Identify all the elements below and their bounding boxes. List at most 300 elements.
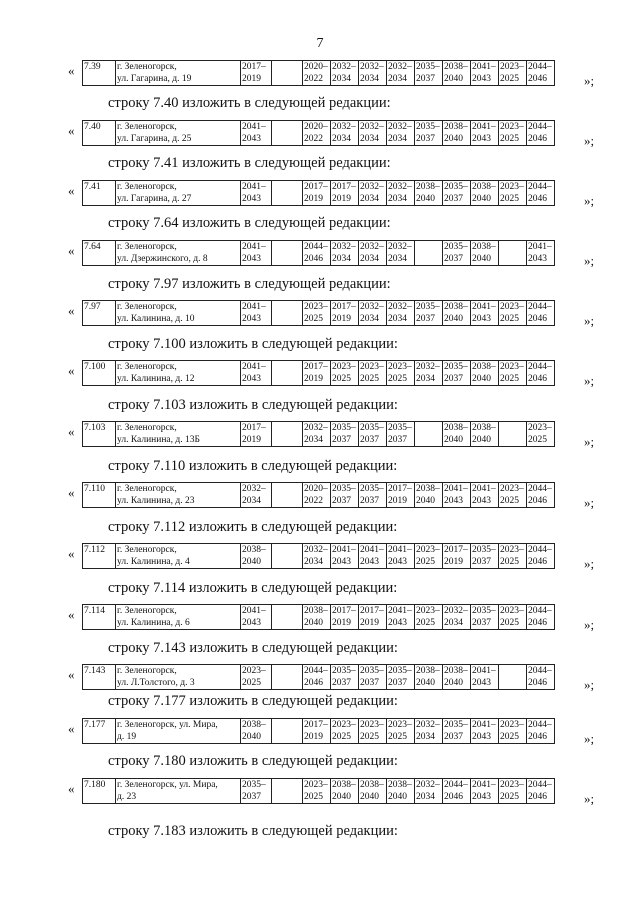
year-value: 2025 xyxy=(416,618,435,628)
address-line: д. 23 xyxy=(117,792,137,802)
year-value: 2037 xyxy=(360,678,379,688)
year-value: 2035– xyxy=(444,720,468,730)
year-cell xyxy=(359,779,387,804)
year-cell xyxy=(527,241,555,266)
year-cell xyxy=(303,121,331,146)
year-value: 2046 xyxy=(528,134,547,144)
year-cell xyxy=(241,665,272,690)
year-cell xyxy=(415,779,443,804)
year-value: 2038– xyxy=(472,423,496,433)
year-cell xyxy=(415,121,443,146)
year-value: 2040 xyxy=(304,618,323,628)
year-value: 2035– xyxy=(416,122,440,132)
year-value: 2019 xyxy=(242,435,261,445)
quote-open: « xyxy=(68,63,75,78)
year-value: 2046 xyxy=(528,74,547,84)
year-value: 2023– xyxy=(242,666,266,676)
year-value: 2037 xyxy=(472,557,491,567)
year-value: 2017– xyxy=(242,423,266,433)
table-row xyxy=(83,483,555,508)
row-number: 7.100 xyxy=(84,362,106,372)
year-cell xyxy=(527,121,555,146)
year-value: 2023– xyxy=(304,302,328,312)
row-number: 7.114 xyxy=(84,606,106,616)
year-cell xyxy=(303,361,331,386)
schedule-table-row xyxy=(82,778,555,804)
year-value: 2034 xyxy=(360,74,379,84)
year-value: 2023– xyxy=(500,122,524,132)
year-cell xyxy=(499,121,527,146)
year-value: 2022 xyxy=(304,74,323,84)
year-cell xyxy=(241,181,272,206)
year-value: 2035– xyxy=(360,484,384,494)
year-value: 2023– xyxy=(500,720,524,730)
year-cell xyxy=(499,665,527,690)
year-value: 2023– xyxy=(360,720,384,730)
year-value: 2035– xyxy=(332,423,356,433)
year-cell xyxy=(241,301,272,326)
year-cell xyxy=(303,422,331,447)
year-value: 2032– xyxy=(388,182,412,192)
year-cell xyxy=(499,301,527,326)
year-value: 2046 xyxy=(304,678,323,688)
year-cell xyxy=(241,422,272,447)
empty-cell xyxy=(272,605,303,630)
address-cell xyxy=(116,361,241,386)
year-value: 2043 xyxy=(388,557,407,567)
year-cell xyxy=(359,665,387,690)
year-value: 2041– xyxy=(242,606,266,616)
year-cell xyxy=(499,483,527,508)
year-value: 2041– xyxy=(472,122,496,132)
address-line: г. Зеленогорск, xyxy=(117,606,177,616)
year-value: 2023– xyxy=(500,182,524,192)
year-cell xyxy=(443,665,471,690)
year-value: 2023– xyxy=(332,720,356,730)
row-number-cell xyxy=(83,361,116,386)
year-cell xyxy=(331,121,359,146)
address-line: ул. Гагарина, д. 27 xyxy=(117,194,192,204)
row-number-cell xyxy=(83,665,116,690)
year-value: 2035– xyxy=(416,302,440,312)
year-cell xyxy=(415,361,443,386)
row-number: 7.41 xyxy=(84,182,101,192)
year-value: 2034 xyxy=(360,134,379,144)
row-number-cell xyxy=(83,422,116,447)
year-value: 2046 xyxy=(528,678,547,688)
year-value: 2017– xyxy=(242,62,266,72)
address-line: ул. Калинина, д. 12 xyxy=(117,374,195,384)
amendment-heading: строку 7.103 изложить в следующей редакции: xyxy=(108,397,398,413)
year-value: 2043 xyxy=(242,314,261,324)
year-cell xyxy=(303,665,331,690)
address-line: г. Зеленогорск, xyxy=(117,545,177,555)
year-value: 2025 xyxy=(304,792,323,802)
year-cell xyxy=(387,719,415,744)
table-row xyxy=(83,361,555,386)
year-value: 2034 xyxy=(242,496,261,506)
year-value: 2043 xyxy=(528,254,547,264)
amendment-heading: строку 7.180 изложить в следующей редакции: xyxy=(108,753,398,769)
year-value: 2046 xyxy=(528,732,547,742)
year-cell xyxy=(527,665,555,690)
address-line: г. Зеленогорск, ул. Мира, xyxy=(117,720,218,730)
year-cell xyxy=(241,605,272,630)
year-cell xyxy=(527,544,555,569)
year-cell xyxy=(527,605,555,630)
year-value: 2046 xyxy=(304,254,323,264)
year-value: 2038– xyxy=(472,182,496,192)
year-value: 2038– xyxy=(388,780,412,790)
year-cell xyxy=(331,665,359,690)
year-cell xyxy=(471,61,499,86)
year-value: 2040 xyxy=(242,557,261,567)
year-value: 2041– xyxy=(472,302,496,312)
schedule-table-row xyxy=(82,120,555,146)
year-value: 2034 xyxy=(388,194,407,204)
table-row xyxy=(83,181,555,206)
row-number: 7.39 xyxy=(84,62,101,72)
year-value: 2017– xyxy=(332,302,356,312)
row-number-cell xyxy=(83,544,116,569)
schedule-table-row xyxy=(82,60,555,86)
address-line: ул. Калинина, д. 23 xyxy=(117,496,195,506)
year-cell xyxy=(387,544,415,569)
address-line: ул. Калинина, д. 13Б xyxy=(117,435,200,445)
year-value: 2037 xyxy=(332,678,351,688)
year-value: 2041– xyxy=(472,666,496,676)
year-value: 2044– xyxy=(304,666,328,676)
year-cell xyxy=(331,483,359,508)
year-value: 2040 xyxy=(444,314,463,324)
amendment-heading: строку 7.64 изложить в следующей редакции: xyxy=(108,215,391,231)
year-value: 2041– xyxy=(388,545,412,555)
year-cell xyxy=(331,361,359,386)
year-value: 2032– xyxy=(360,122,384,132)
year-value: 2032– xyxy=(388,242,412,252)
schedule-table-row xyxy=(82,604,555,630)
table-row xyxy=(83,779,555,804)
year-value: 2037 xyxy=(444,194,463,204)
year-cell xyxy=(331,422,359,447)
year-value: 2046 xyxy=(528,618,547,628)
year-value: 2041– xyxy=(242,182,266,192)
year-value: 2038– xyxy=(444,62,468,72)
year-value: 2037 xyxy=(444,732,463,742)
year-value: 2034 xyxy=(332,134,351,144)
year-value: 2038– xyxy=(444,423,468,433)
empty-cell xyxy=(272,61,303,86)
year-cell xyxy=(415,301,443,326)
year-cell xyxy=(443,605,471,630)
year-value: 2032– xyxy=(304,423,328,433)
year-cell xyxy=(303,719,331,744)
year-value: 2040 xyxy=(416,496,435,506)
year-value: 2043 xyxy=(242,134,261,144)
year-cell xyxy=(527,483,555,508)
address-line: г. Зеленогорск, xyxy=(117,484,177,494)
year-value: 2043 xyxy=(472,496,491,506)
year-value: 2025 xyxy=(332,732,351,742)
quote-close: »; xyxy=(584,495,595,510)
address-cell xyxy=(116,301,241,326)
quote-open: « xyxy=(68,607,75,622)
year-value: 2023– xyxy=(360,362,384,372)
year-cell xyxy=(359,719,387,744)
quote-open: « xyxy=(68,303,75,318)
table-row xyxy=(83,605,555,630)
year-value: 2044– xyxy=(528,545,552,555)
year-value: 2038– xyxy=(444,666,468,676)
year-value: 2032– xyxy=(242,484,266,494)
year-cell xyxy=(359,422,387,447)
year-value: 2044– xyxy=(528,606,552,616)
year-cell xyxy=(443,301,471,326)
year-value: 2034 xyxy=(360,194,379,204)
year-cell xyxy=(387,241,415,266)
year-value: 2032– xyxy=(360,182,384,192)
year-value: 2040 xyxy=(416,194,435,204)
year-value: 2032– xyxy=(388,122,412,132)
schedule-table-row xyxy=(82,180,555,206)
quote-open: « xyxy=(68,123,75,138)
year-cell xyxy=(527,719,555,744)
year-cell xyxy=(443,361,471,386)
empty-cell xyxy=(272,483,303,508)
amendment-heading: строку 7.114 изложить в следующей редакции: xyxy=(108,580,398,596)
address-line: г. Зеленогорск, xyxy=(117,362,177,372)
row-number-cell xyxy=(83,719,116,744)
year-cell xyxy=(387,422,415,447)
year-value: 2041– xyxy=(472,720,496,730)
year-value: 2044– xyxy=(304,242,328,252)
year-cell xyxy=(303,483,331,508)
year-value: 2025 xyxy=(500,557,519,567)
address-cell xyxy=(116,422,241,447)
year-value: 2041– xyxy=(472,780,496,790)
year-value: 2017– xyxy=(360,606,384,616)
quote-close: »; xyxy=(584,73,595,88)
year-value: 2043 xyxy=(472,678,491,688)
row-number-cell xyxy=(83,121,116,146)
amendment-heading: строку 7.100 изложить в следующей редакции: xyxy=(108,336,398,352)
year-cell xyxy=(359,544,387,569)
year-cell xyxy=(331,181,359,206)
year-cell xyxy=(359,61,387,86)
year-value: 2019 xyxy=(388,496,407,506)
schedule-table-row xyxy=(82,240,555,266)
year-value: 2035– xyxy=(242,780,266,790)
year-value: 2035– xyxy=(388,423,412,433)
quote-close: »; xyxy=(584,677,595,692)
address-cell xyxy=(116,779,241,804)
year-value: 2043 xyxy=(360,557,379,567)
table-row xyxy=(83,61,555,86)
year-value: 2038– xyxy=(332,780,356,790)
year-cell xyxy=(527,181,555,206)
year-value: 2032– xyxy=(388,62,412,72)
year-value: 2037 xyxy=(416,134,435,144)
year-value: 2040 xyxy=(444,134,463,144)
year-value: 2041– xyxy=(360,545,384,555)
year-value: 2041– xyxy=(242,242,266,252)
year-value: 2044– xyxy=(528,362,552,372)
quote-close: »; xyxy=(584,434,595,449)
year-value: 2023– xyxy=(528,423,552,433)
year-cell xyxy=(443,121,471,146)
year-value: 2032– xyxy=(332,122,356,132)
year-value: 2046 xyxy=(528,314,547,324)
year-value: 2041– xyxy=(388,606,412,616)
row-number-cell xyxy=(83,301,116,326)
address-cell xyxy=(116,241,241,266)
schedule-table-row xyxy=(82,421,555,447)
year-value: 2025 xyxy=(500,496,519,506)
year-value: 2046 xyxy=(444,792,463,802)
year-value: 2023– xyxy=(304,780,328,790)
year-cell xyxy=(471,422,499,447)
year-value: 2032– xyxy=(360,62,384,72)
year-value: 2035– xyxy=(444,182,468,192)
quote-open: « xyxy=(68,781,75,796)
year-cell xyxy=(387,121,415,146)
year-cell xyxy=(443,422,471,447)
year-value: 2034 xyxy=(416,374,435,384)
year-value: 2040 xyxy=(472,374,491,384)
year-cell xyxy=(331,544,359,569)
year-value: 2046 xyxy=(528,557,547,567)
year-value: 2025 xyxy=(500,134,519,144)
year-value: 2043 xyxy=(472,314,491,324)
year-value: 2019 xyxy=(242,74,261,84)
year-cell xyxy=(527,61,555,86)
address-cell xyxy=(116,544,241,569)
year-value: 2035– xyxy=(360,423,384,433)
year-value: 2032– xyxy=(416,362,440,372)
year-value: 2023– xyxy=(500,362,524,372)
address-cell xyxy=(116,181,241,206)
quote-close: »; xyxy=(584,313,595,328)
quote-open: « xyxy=(68,243,75,258)
year-value: 2038– xyxy=(444,302,468,312)
year-value: 2037 xyxy=(472,618,491,628)
year-value: 2038– xyxy=(472,362,496,372)
year-value: 2034 xyxy=(416,792,435,802)
schedule-table-row xyxy=(82,300,555,326)
year-value: 2034 xyxy=(388,134,407,144)
year-value: 2040 xyxy=(416,678,435,688)
amendment-heading: строку 7.41 изложить в следующей редакции: xyxy=(108,155,391,171)
year-value: 2034 xyxy=(444,618,463,628)
address-cell xyxy=(116,719,241,744)
year-value: 2037 xyxy=(332,496,351,506)
year-value: 2034 xyxy=(388,314,407,324)
year-value: 2023– xyxy=(500,62,524,72)
year-cell xyxy=(241,719,272,744)
year-value: 2034 xyxy=(304,435,323,445)
year-cell xyxy=(471,719,499,744)
address-line: ул. Л.Толстого, д. 3 xyxy=(117,678,195,688)
year-cell xyxy=(241,779,272,804)
year-value: 2040 xyxy=(332,792,351,802)
year-value: 2035– xyxy=(332,666,356,676)
year-value: 2040 xyxy=(360,792,379,802)
year-value: 2037 xyxy=(332,435,351,445)
year-cell xyxy=(443,61,471,86)
empty-cell xyxy=(272,665,303,690)
year-value: 2025 xyxy=(528,435,547,445)
year-cell xyxy=(415,61,443,86)
year-value: 2046 xyxy=(528,194,547,204)
table-row xyxy=(83,301,555,326)
year-cell xyxy=(387,301,415,326)
year-cell xyxy=(527,361,555,386)
year-value: 2034 xyxy=(388,74,407,84)
year-value: 2037 xyxy=(388,678,407,688)
year-value: 2044– xyxy=(528,780,552,790)
year-cell xyxy=(387,665,415,690)
year-value: 2025 xyxy=(500,732,519,742)
year-cell xyxy=(359,241,387,266)
year-value: 2043 xyxy=(242,374,261,384)
address-cell xyxy=(116,665,241,690)
year-value: 2019 xyxy=(332,314,351,324)
year-value: 2037 xyxy=(388,435,407,445)
year-cell xyxy=(303,241,331,266)
year-value: 2040 xyxy=(472,254,491,264)
empty-cell xyxy=(272,241,303,266)
amendment-heading: строку 7.110 изложить в следующей редакции: xyxy=(108,458,398,474)
quote-close: »; xyxy=(584,253,595,268)
address-line: г. Зеленогорск, xyxy=(117,122,177,132)
year-value: 2032– xyxy=(332,242,356,252)
year-value: 2034 xyxy=(332,74,351,84)
year-value: 2044– xyxy=(528,720,552,730)
year-value: 2040 xyxy=(444,74,463,84)
year-cell xyxy=(527,422,555,447)
year-value: 2032– xyxy=(360,302,384,312)
year-value: 2023– xyxy=(416,545,440,555)
year-value: 2019 xyxy=(332,618,351,628)
year-cell xyxy=(241,241,272,266)
address-line: г. Зеленогорск, xyxy=(117,666,177,676)
row-number-cell xyxy=(83,483,116,508)
year-cell xyxy=(443,544,471,569)
table-row xyxy=(83,241,555,266)
schedule-table-row xyxy=(82,664,555,690)
row-number: 7.180 xyxy=(84,780,106,790)
year-value: 2037 xyxy=(360,496,379,506)
empty-cell xyxy=(272,301,303,326)
year-value: 2017– xyxy=(304,720,328,730)
year-value: 2025 xyxy=(500,314,519,324)
year-value: 2017– xyxy=(388,484,412,494)
year-value: 2037 xyxy=(444,374,463,384)
year-value: 2032– xyxy=(416,720,440,730)
year-value: 2043 xyxy=(242,194,261,204)
year-value: 2034 xyxy=(416,732,435,742)
row-number: 7.143 xyxy=(84,666,106,676)
year-value: 2017– xyxy=(304,362,328,372)
year-value: 2038– xyxy=(416,182,440,192)
year-cell xyxy=(331,719,359,744)
year-value: 2035– xyxy=(388,666,412,676)
address-line: ул. Калинина, д. 4 xyxy=(117,557,190,567)
year-cell xyxy=(499,719,527,744)
year-cell xyxy=(331,779,359,804)
year-value: 2044– xyxy=(528,62,552,72)
year-value: 2034 xyxy=(332,254,351,264)
